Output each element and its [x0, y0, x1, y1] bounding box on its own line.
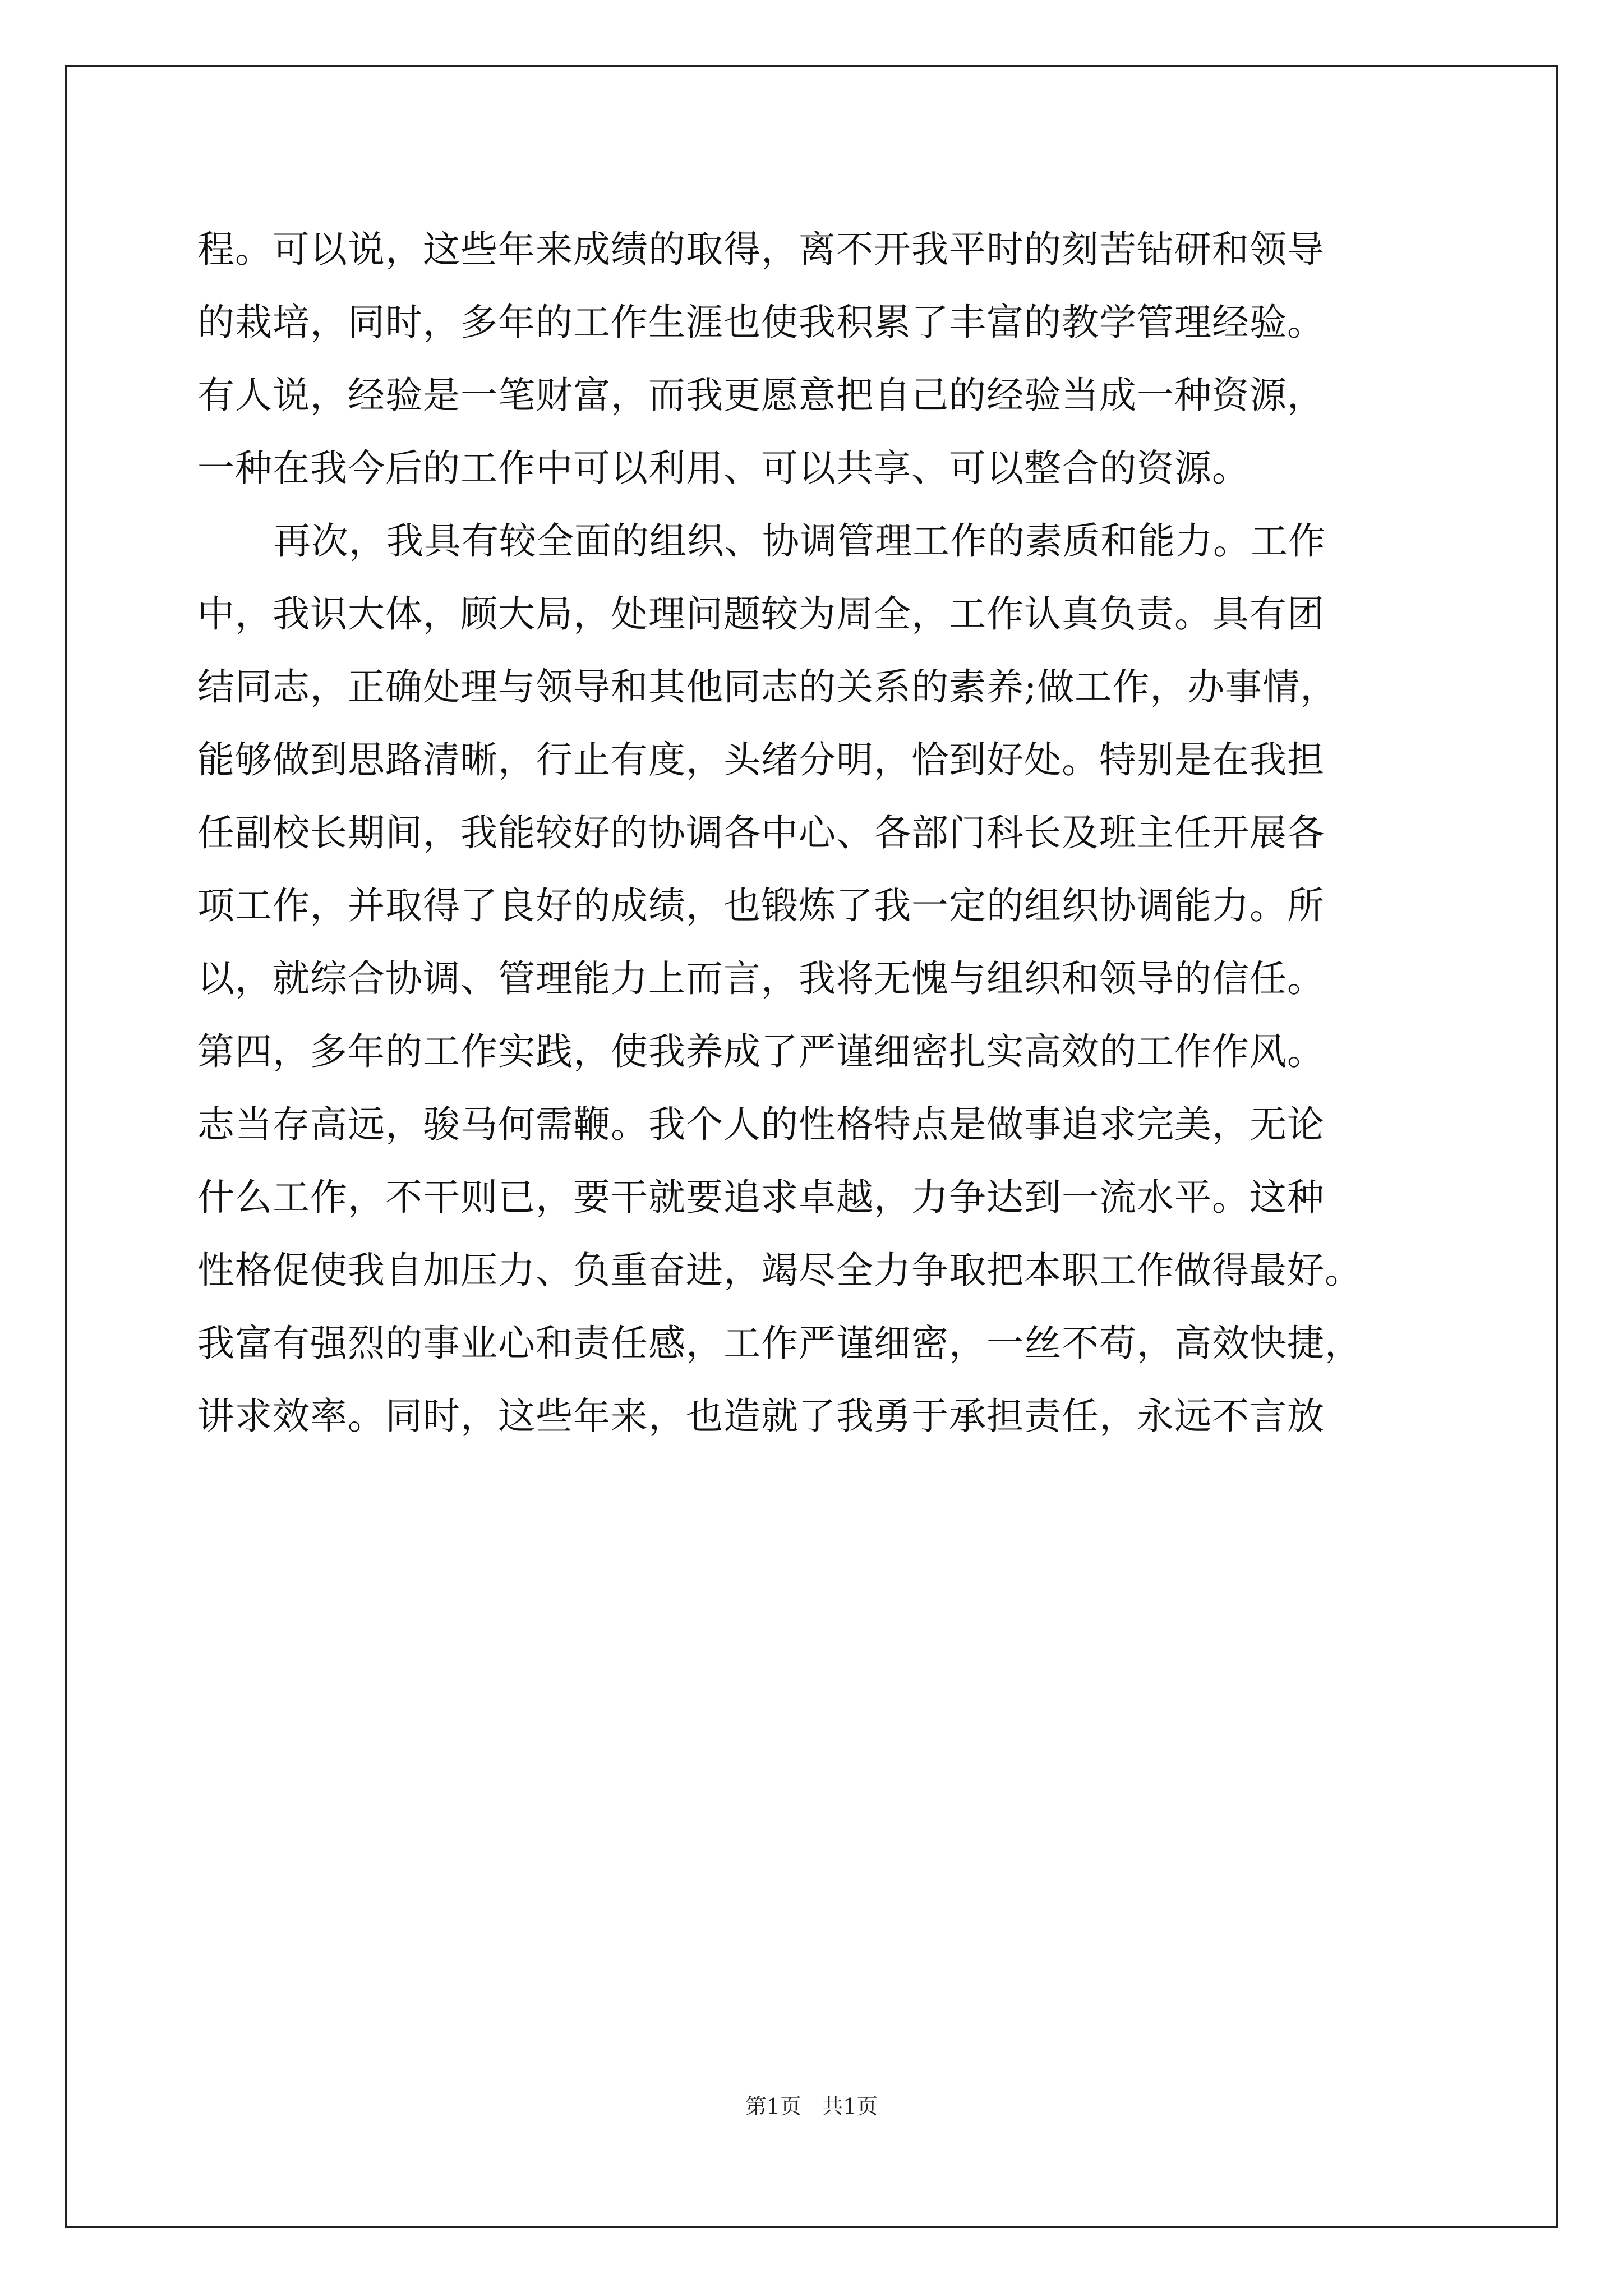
text-line: 有人说，经验是一笔财富，而我更愿意把自己的经验当成一种资源， — [197, 374, 1325, 417]
text-line: 我富有强烈的事业心和责任感，工作严谨细密，一丝不苟，高效快捷， — [197, 1322, 1362, 1365]
text-line: 第四，多年的工作实践，使我养成了严谨细密扎实高效的工作作风。 — [197, 1030, 1325, 1073]
text-line: 程。可以说，这些年来成绩的取得，离不开我平时的刻苦钻研和领导 — [197, 228, 1325, 271]
text-line: 中，我识大体，顾大局，处理问题较为周全，工作认真负责。具有团 — [197, 592, 1325, 636]
text-line: 项工作，并取得了良好的成绩，也锻炼了我一定的组织协调能力。所 — [197, 884, 1325, 927]
text-line: 以，就综合协调、管理能力上而言，我将无愧与组织和领导的信任。 — [197, 957, 1325, 1000]
text-line: 性格促使我自加压力、负重奋进，竭尽全力争取把本职工作做得最好。 — [197, 1249, 1362, 1292]
text-line: 能够做到思路清晰，行止有度，头绪分明，恰到好处。特别是在我担 — [197, 738, 1325, 781]
page-number-footer: 第1页 共1页 — [745, 2094, 878, 2119]
text-line: 任副校长期间，我能较好的协调各中心、各部门科长及班主任开展各 — [197, 811, 1325, 854]
text-line: 结同志，正确处理与领导和其他同志的关系的素养;做工作，办事情， — [197, 665, 1338, 708]
text-line: 志当存高远，骏马何需鞭。我个人的性格特点是做事追求完美，无论 — [197, 1103, 1325, 1146]
text-line: 一种在我今后的工作中可以利用、可以共享、可以整合的资源。 — [197, 447, 1249, 490]
text-line: 什么工作，不干则已，要干就要追求卓越，力争达到一流水平。这种 — [197, 1176, 1325, 1219]
text-line: 讲求效率。同时，这些年来，也造就了我勇于承担责任，永远不言放 — [197, 1395, 1325, 1438]
paragraph-first-line: 再次，我具有较全面的组织、协调管理工作的素质和能力。工作 — [274, 519, 1326, 563]
text-line: 的栽培，同时，多年的工作生涯也使我积累了丰富的教学管理经验。 — [197, 301, 1325, 344]
